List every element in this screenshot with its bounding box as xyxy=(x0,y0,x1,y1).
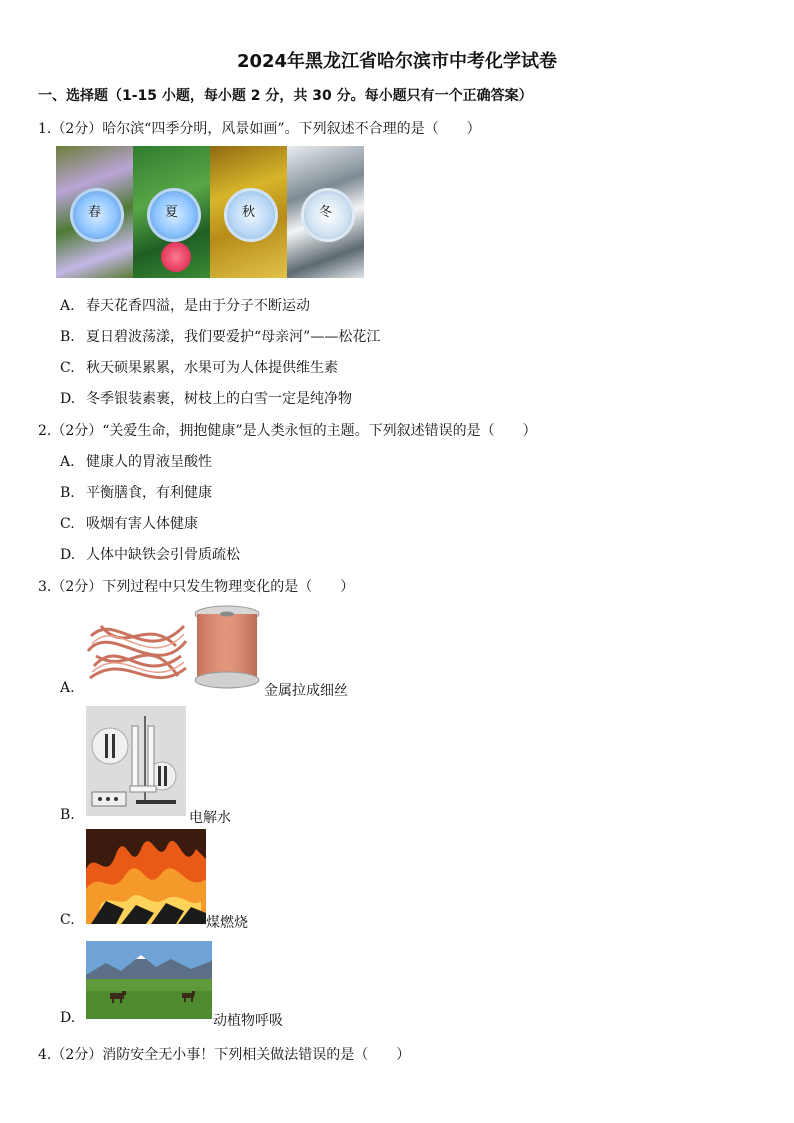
winter-photo xyxy=(287,146,364,278)
q1-option-d[interactable]: D. 冬季银装素裹，树枝上的白雪一定是纯净物 xyxy=(60,391,352,407)
electrolysis-apparatus-photo xyxy=(86,706,186,816)
winter-label: 冬 xyxy=(318,205,332,220)
summer-label: 夏 xyxy=(164,205,178,220)
q2-option-a[interactable]: A. 健康人的胃液呈酸性 xyxy=(60,454,212,470)
q1-option-b[interactable]: B. 夏日碧波荡漾，我们要爱护“母亲河”——松花江 xyxy=(60,329,381,345)
q3-option-b-text: 电解水 xyxy=(189,810,231,826)
q3-option-a-text: 金属拉成细丝 xyxy=(264,683,348,699)
question-3-stem: 3.（2分）下列过程中只发生物理变化的是（ ） xyxy=(38,579,355,595)
q3-option-d-text: 动植物呼吸 xyxy=(213,1013,283,1029)
q1-option-c[interactable]: C. 秋天硕果累累，水果可为人体提供维生素 xyxy=(60,360,338,376)
exam-title: 2024年黑龙江省哈尔滨市中考化学试卷 xyxy=(236,51,558,72)
q3-option-b[interactable]: B. xyxy=(60,807,75,823)
q2-option-c[interactable]: C. 吸烟有害人体健康 xyxy=(60,516,198,532)
seasons-image xyxy=(56,146,364,278)
q1-option-a[interactable]: A. 春天花香四溢，是由于分子不断运动 xyxy=(60,298,310,314)
q2-option-d[interactable]: D. 人体中缺铁会引骨质疏松 xyxy=(60,547,240,563)
autumn-photo xyxy=(210,146,287,278)
section-heading: 一、选择题（1-15 小题，每小题 2 分，共 30 分。每小题只有一个正确答案） xyxy=(38,88,533,104)
spring-label: 春 xyxy=(87,205,101,220)
q2-option-b[interactable]: B. 平衡膳食，有利健康 xyxy=(60,485,212,501)
q3-option-c-text: 煤燃烧 xyxy=(206,915,248,931)
grassland-animals-photo xyxy=(86,941,212,1019)
q3-option-d[interactable]: D. xyxy=(60,1010,76,1026)
coal-burning-photo xyxy=(86,829,206,924)
summer-photo xyxy=(133,146,210,278)
question-2-stem: 2.（2分）“关爱生命，拥抱健康”是人类永恒的主题。下列叙述错误的是（ ） xyxy=(38,423,537,439)
spring-photo xyxy=(56,146,133,278)
copper-wire-spool-photo xyxy=(193,604,261,690)
flower-icon xyxy=(161,242,191,272)
q3-option-c[interactable]: C. xyxy=(60,912,75,928)
question-4-stem: 4.（2分）消防安全无小事！下列相关做法错误的是（ ） xyxy=(38,1047,411,1063)
question-1-stem: 1.（2分）哈尔滨“四季分明，风景如画”。下列叙述不合理的是（ ） xyxy=(38,121,481,137)
autumn-label: 秋 xyxy=(241,205,255,220)
copper-wire-coil-photo xyxy=(86,606,188,690)
q3-option-a[interactable]: A. xyxy=(60,680,75,696)
